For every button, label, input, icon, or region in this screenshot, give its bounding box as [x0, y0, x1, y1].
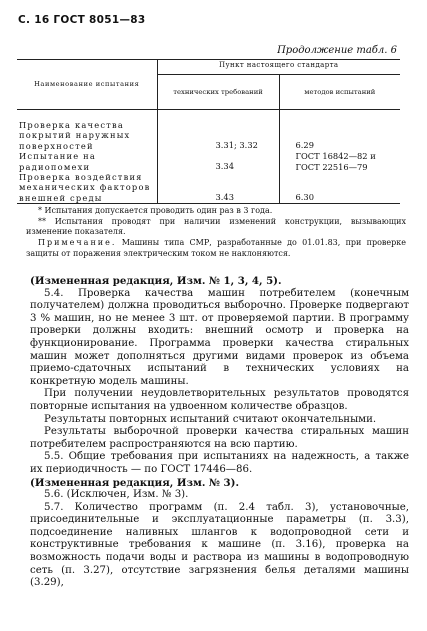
clause-5-4: 5.4. Проверка качества машин потребителем (конечным получателем) должна проводиться выборочно. Проверке подвергают 3 % машин, но не менее 3 шт. от проверяемой партии. В программу проверки должны входить: внешний осмотр и проверка на функционирование. Программа проверки качества стиральных машин может дополняться другими видами проверок из объема приемо-сдаточных испытаний в технических условиях на конкретную модель машины. [30, 287, 409, 387]
page-header: С. 16 ГОСТ 8051—83 [18, 14, 146, 26]
edition-note: (Измененная редакция, Изм. № 1, 3, 4, 5). [30, 275, 282, 287]
footnote: * Испытания допускается проводить один раз в 3 года. [38, 206, 273, 215]
column-header-methods: методов испытаний [279, 75, 400, 110]
requirement-clause: 3.31; 3.32 [157, 110, 279, 152]
edition-note: (Измененная редакция, Изм. № 3). [30, 476, 240, 489]
test-name: Проверка качества покрытий наружных поверхностей [17, 110, 157, 152]
test-name: Проверка воздействия механических факторов внешней среды [17, 172, 157, 204]
remark [26, 238, 406, 259]
table-continued-label: Продолжение табл. 6 [277, 45, 397, 56]
table-row [17, 172, 400, 204]
remark-label: Примечание. [38, 238, 117, 247]
method-clause: ГОСТ 16842—82 и ГОСТ 22516—79 [295, 151, 376, 172]
main-text [30, 275, 409, 590]
method-clause: 6.29 [295, 140, 314, 150]
paragraph: Результаты выборочной проверки качества стиральных машин потребителем распространяются на всю партию. [30, 426, 409, 450]
footnote: ** Испытания проводят при наличии изменений конструкции, вызывающих изменение показателя. [26, 216, 406, 236]
clause-5-6: 5.6. (Исключен, Изм. № 3). [44, 489, 189, 501]
column-group-header: Пункт настоящего стандарта [157, 60, 400, 75]
column-header-requirements: технических требований [157, 75, 279, 110]
remark-text: Машины типа СМР, разработанные до 01.01.83, при проверке защиты от поражения электрическим током не наклоняются. [26, 238, 407, 258]
test-name: Испытание на радиопомехи [17, 151, 157, 172]
table-row [17, 110, 400, 152]
clause-5-7: 5.7. Количество программ (п. 2.4 табл. 3), установочные, присоединительные и эксплуатационные параметры (п. 3.3), подсоединение наливных шлангов к водопроводной сети и конструктивные требования к машине (п. 3.16), проверка на возможность подачи воды и раствора из машины в водопроводную сеть (п. 3.27), отсутствие загрязнения белья деталями машины (3.29), [30, 501, 409, 589]
footnotes [26, 206, 406, 238]
method-clause: 6.30 [279, 172, 400, 204]
test-table [17, 59, 400, 204]
column-header-name: Наименование испытания [17, 60, 157, 110]
requirement-clause: 3.43 [157, 172, 279, 204]
requirement-clause: 3.34 [157, 151, 279, 172]
paragraph: При получении неудовлетворительных результатов проводятся повторные испытания на удвоенном количестве образцов. [30, 388, 409, 412]
clause-5-5: 5.5. Общие требования при испытаниях на надежность, а также их периодичность — по ГОСТ 17446—86. [30, 451, 409, 475]
table-row [17, 151, 400, 172]
paragraph: Результаты повторных испытаний считают окончательными. [44, 413, 377, 425]
